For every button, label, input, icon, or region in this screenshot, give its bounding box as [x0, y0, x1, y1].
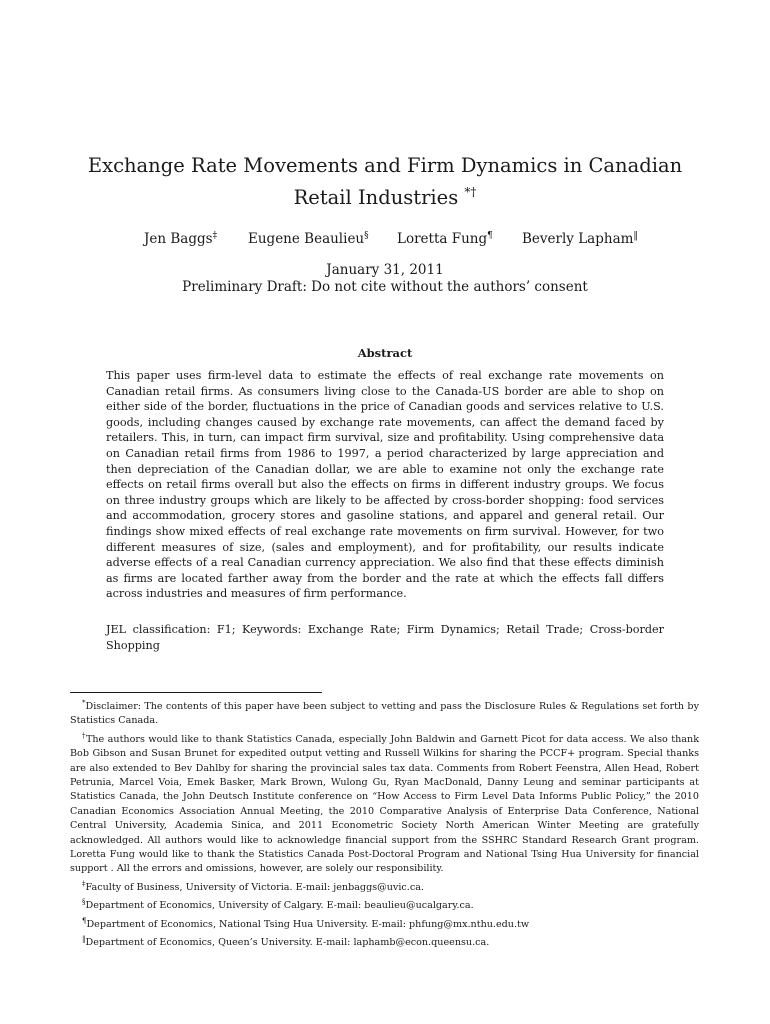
author-name: Eugene Beaulieu [248, 231, 365, 247]
footnote-mark: § [82, 898, 86, 907]
date-block [0, 262, 770, 296]
footnote-rule [70, 692, 322, 693]
author-name: Beverly Lapham [522, 231, 634, 247]
footnote-mark: * [82, 699, 86, 707]
footnote-mark: ‖ [82, 935, 86, 944]
footnote-text: Faculty of Business, University of Victoria. E-mail: jenbaggs@uvic.ca. [85, 881, 424, 893]
author-beaulieu [248, 228, 369, 247]
footnote-text: The authors would like to thank Statistics Canada, especially John Baldwin and Garnett Picot for data access. We also thank Bob Gibson and Susan Brunet for expedited output vetting and Russell Wilkins for sharing the PCCF+ program. Special thanks are also extended to Bev Dahlby for sharing the provincial sales tax data. Comments from Robert Feenstra, Allen Head, Robert Petrunia, Marcel Voia, Emek Basker, Mark Brown, Wulong Gu, Ryan MacDonald, Danny Leung and seminar participants at Statistics Canada, the John Deutsch Institute conference on “How Access to Firm Level Data Informs Public Policy,” the 2010 Canadian Economics Association Annual Meeting, the 2010 Comparative Analysis of Enterprise Data Conference, National Central University, Academia Sinica, and 2011 Econometric Society North American Winter Meeting are gratefully acknowledged. All authors would like to acknowledge financial support from the SSHRC Standard Research Grant program. Loretta Fung would like to thank the Statistics Canada Post-Doctoral Program and National Tsing Hua University for financial support . All the errors and omissions, however, are solely our responsibility. [70, 733, 700, 875]
author-lapham [522, 228, 638, 247]
footnote-mark: ¶ [82, 916, 87, 925]
abstract-text: This paper uses firm-level data to estimate the effects of real exchange rate movements on Canadian retail firms. As consumers living close to the Canada-US border are able to shop on either side of the border, fluctuations in the price of Canadian goods and services relative to U.S. goods, including changes caused by exchange rate movements, can affect the demand faced by retailers. This, in turn, can impact firm survival, size and profitability. Using comprehensive data on Canadian retail firms from 1986 to 1997, a period characterized by large appreciation and then depreciation of the Canadian dollar, we are able to examine not only the exchange rate effects on retail firms overall but also the effects on firms in different industry groups. We focus on three industry groups which are likely to be affected by cross-border shopping: food services and accommodation, grocery stores and gasoline stations, and apparel and general retail. Our findings show mixed effects of real exchange rate movements on firm survival. However, for two different measures of size, (sales and employment), and for profitability, our results indicate adverse effects of a real Canadian currency appreciation. We also find that these effects diminish as firms are located farther away from the border and the rate at which the effects fall differs across industries and measures of firm performance. [106, 369, 664, 601]
footnote-lapham [70, 932, 699, 950]
footnote-disclaimer [70, 696, 699, 729]
footnotes [70, 696, 699, 951]
author-mark: § [364, 231, 369, 241]
footnote-acknowledgements [70, 729, 699, 877]
title-footnote-marks: *† [464, 185, 477, 199]
footnote-text: Department of Economics, Queen’s University. E-mail: laphamb@econ.queensu.ca. [85, 937, 490, 949]
draft-note: Preliminary Draft: Do not cite without the authors’ consent [182, 279, 588, 295]
footnote-mark: † [82, 731, 86, 740]
paper-date: January 31, 2011 [326, 262, 444, 278]
author-baggs [144, 228, 217, 247]
author-name: Jen Baggs [144, 231, 213, 247]
author-mark: ‡ [212, 231, 218, 241]
jel-keywords: JEL classification: F1; Keywords: Exchange Rate; Firm Dynamics; Retail Trade; Cross-border Shopping [106, 623, 664, 652]
footnote-text: Department of Economics, National Tsing Hua University. E-mail: phfung@mx.nthu.edu.tw [86, 918, 530, 930]
author-fung [397, 228, 493, 247]
paper-title-text: Exchange Rate Movements and Firm Dynamics in Canadian Retail Industries [87, 154, 683, 209]
footnote-fung [70, 914, 699, 932]
footnote-baggs [70, 877, 699, 895]
footnote-text: Department of Economics, University of Calgary. E-mail: beaulieu@ucalgary.ca. [85, 900, 474, 912]
footnote-mark: ‡ [82, 879, 86, 888]
author-mark: ¶ [487, 231, 493, 241]
paper-title [60, 152, 710, 211]
footnote-beaulieu [70, 895, 699, 913]
footnote-text: Disclaimer: The contents of this paper have been subject to vetting and pass the Disclosure Rules & Regulations set forth by Statistics Canada. [70, 701, 699, 727]
abstract-heading: Abstract [357, 346, 413, 360]
author-name: Loretta Fung [397, 231, 488, 247]
author-mark: ‖ [633, 231, 638, 241]
